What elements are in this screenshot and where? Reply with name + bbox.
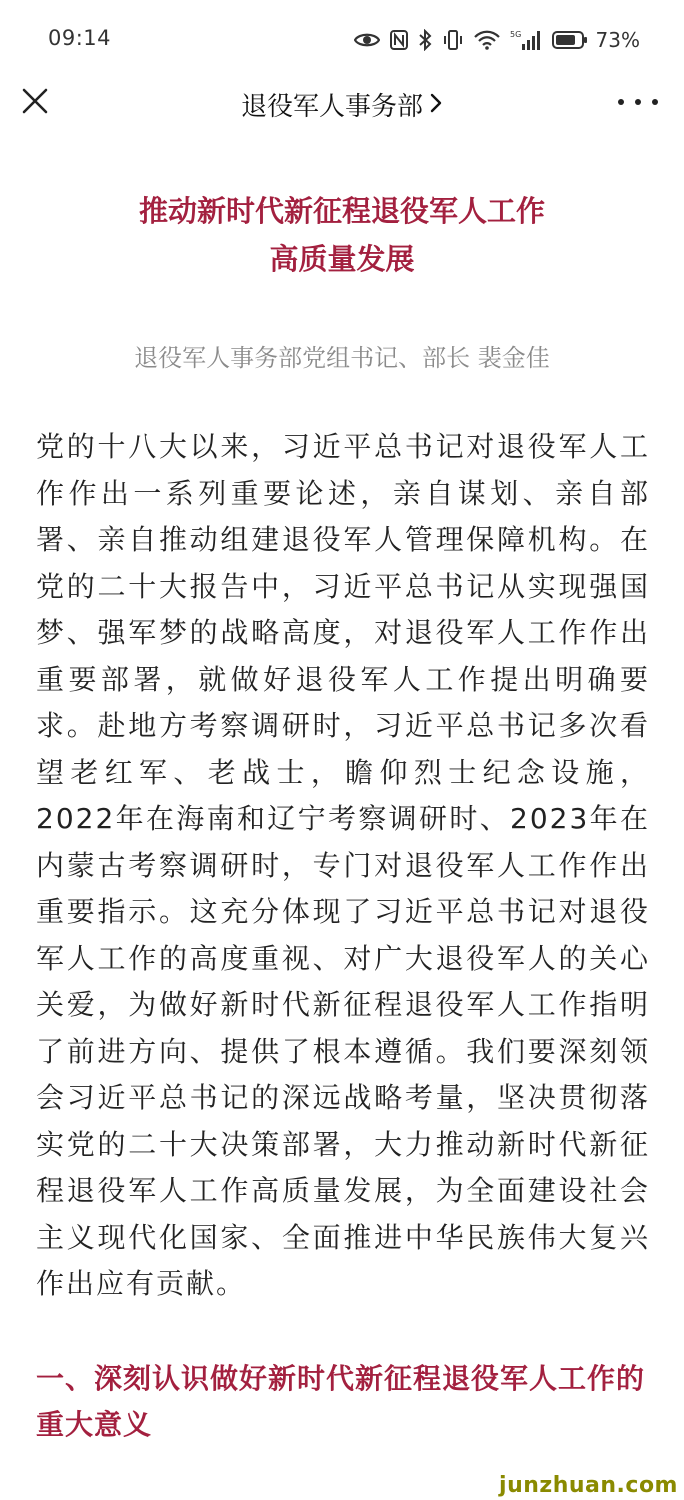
section-heading: 一、深刻认识做好新时代新征程退役军人工作的重大意义 [36,1362,646,1441]
eye-icon [354,31,380,49]
status-icons [354,25,640,55]
article-author: 退役军人事务部党组书记、部长 裴金佳 [134,344,550,372]
battery-percent: 73% [595,28,640,52]
article-title-line: 推动新时代新征程退役军人工作 [138,194,545,228]
wifi-icon [474,30,500,50]
chevron-right-icon [429,92,443,118]
article-body [36,424,650,1308]
more-dot [652,99,658,105]
account-title-link[interactable] [0,86,684,123]
status-time: 09:14 [48,26,112,50]
body-paragraph: 党的十八大以来，习近平总书记对退役军人工作作出一系列重要论述，亲自谋划、亲自部署、亲自推动组建退役军人管理保障机构。在党的二十大报告中，习近平总书记从实现强国梦、强军梦的战略高度，对退役军人工作作出重要部署，就做好退役军人工作提出明确要求。赴地方考察调研时，习近平总书记多次看望老红军、老战士，瞻仰烈士纪念设施，2022年在海南和辽宁考察调研时、2023年在内蒙古考察调研时，专门对退役军人工作作出重要指示。这充分体现了习近平总书记对退役军人工作的高度重视、对广大退役军人的关心关爱，为做好新时代新征程退役军人工作指明了前进方向、提供了根本遵循。我们要深刻领会习近平总书记的深远战略考量，坚决贯彻落实党的二十大决策部署，大力推动新时代新征程退役军人工作高质量发展，为全面建设社会主义现代化国家、全面推进中华民族伟大复兴作出应有贡献。 [36,430,650,1300]
status-bar [0,0,684,80]
bluetooth-icon [418,29,432,51]
nfc-icon [390,30,408,50]
site-watermark: junzhuan.com [499,1473,678,1498]
more-dot [635,99,641,105]
article-title [40,187,644,283]
nav-bar [0,80,684,142]
battery-icon [552,30,588,50]
more-dot [618,99,624,105]
svg-text:5G: 5G [509,30,521,39]
article-title-line: 高质量发展 [269,242,415,276]
signal-5g-icon [510,29,542,51]
more-button[interactable] [618,90,658,114]
nav-title: 退役军人事务部 [240,92,423,122]
vibrate-icon [442,29,464,51]
